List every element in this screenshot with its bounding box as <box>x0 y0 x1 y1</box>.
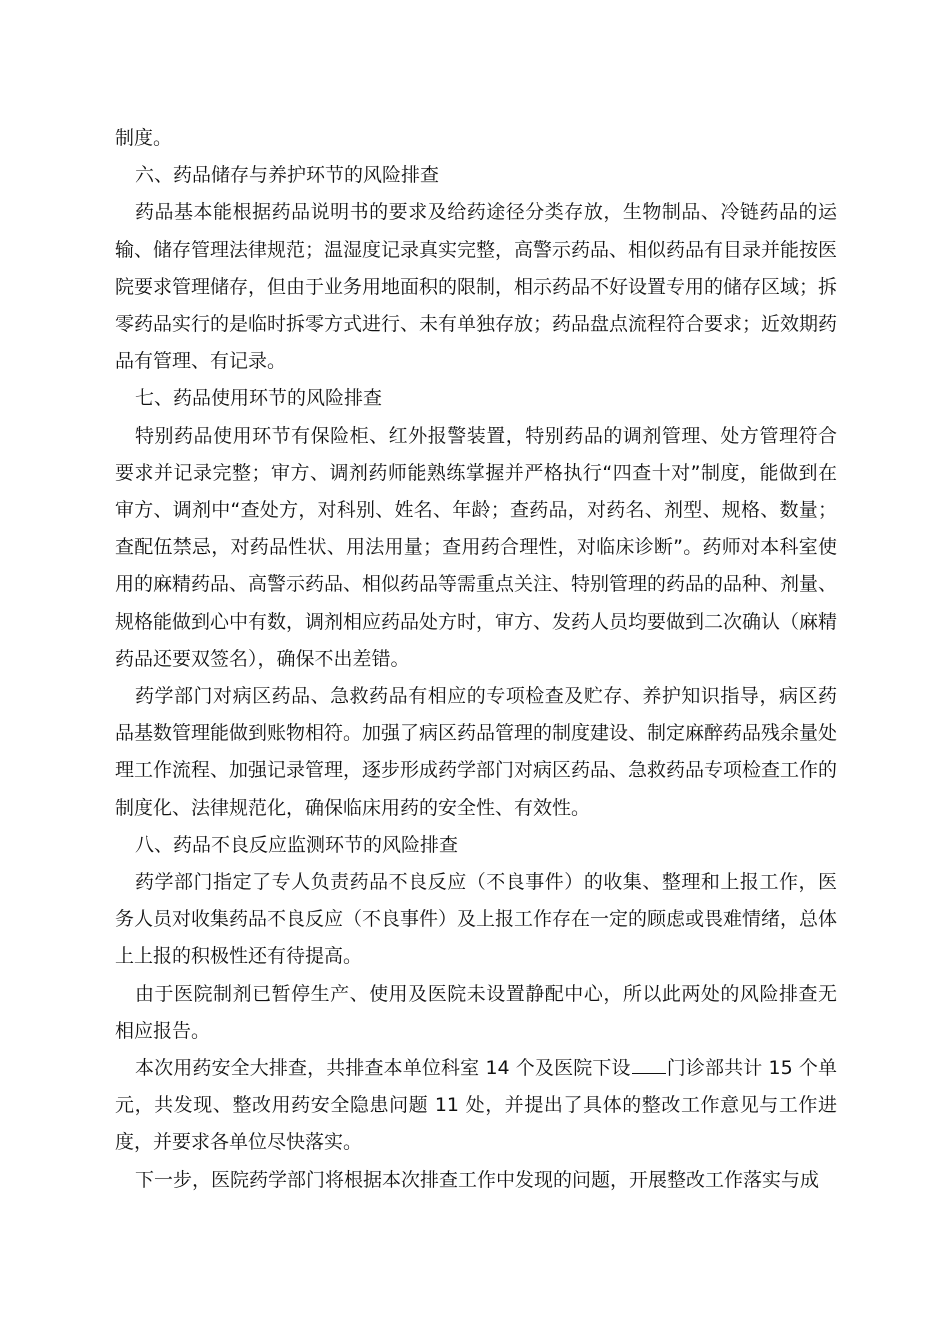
paragraph-next-step: 下一步，医院药学部门将根据本次排查工作中发现的问题，开展整改工作落实与成 <box>135 1168 820 1191</box>
section-heading-8: 八、药品不良反应监测环节的风险排查 <box>135 833 459 856</box>
paragraph-ward-drugs: 药学部门对病区药品、急救药品有相应的专项检查及贮存、养护知识指导，病区药品基数管理能做到账物相符。加强了病区药品管理的制度建设、制定麻醉药品残余量处理工作流程、加强记录管理，逐步形成药学部门对病区药品、急救药品专项检查工作的制度化、法律规范化，确保临床用药的安全性、有效性。 <box>115 685 838 819</box>
section-heading-7: 七、药品使用环节的风险排查 <box>135 387 383 410</box>
paragraph-summary <box>115 1050 837 1162</box>
paragraph-continuation: 制度。 <box>115 127 173 149</box>
document-page <box>115 120 837 1199</box>
summary-text-after: 门诊部共计 15 个单元，共发现、整改用药安全隐患问题 11 处，并提出了具体的整改工作意见与工作进度，并要求各单位尽快落实。 <box>115 1057 837 1154</box>
paragraph-adverse-reaction: 药学部门指定了专人负责药品不良反应（不良事件）的收集、整理和上报工作，医务人员对收集药品不良反应（不良事件）及上报工作存在一定的顾虑或畏难情绪，总体上上报的积极性还有待提高。 <box>115 871 838 968</box>
paragraph-usage: 特别药品使用环节有保险柜、红外报警装置，特别药品的调剂管理、处方管理符合要求并记录完整；审方、调剂药师能熟练掌握并严格执行“四查十对”制度，能做到在审方、调剂中“查处方，对科别、姓名、年龄；查药品，对药名、剂型、规格、数量；查配伍禁忌，对药品性状、用法用量；查用药合理性，对临床诊断”。药师对本科室使用的麻精药品、高警示药品、相似药品等需重点关注、特别管理的药品的品种、剂量、规格能做到心中有数，调剂相应药品处方时，审方、发药人员均要做到二次确认（麻精药品还要双签名），确保不出差错。 <box>115 424 838 670</box>
fill-in-blank <box>632 1072 666 1074</box>
section-heading-6: 六、药品储存与养护环节的风险排查 <box>135 164 440 187</box>
paragraph-storage: 药品基本能根据药品说明书的要求及给药途径分类存放，生物制品、冷链药品的运输、储存管理法律规范；温湿度记录真实完整，高警示药品、相似药品有目录并能按医院要求管理储存，但由于业务用地面积的限制，相示药品不好设置专用的储存区域；拆零药品实行的是临时拆零方式进行、未有单独存放；药品盘点流程符合要求；近效期药品有管理、有记录。 <box>115 201 838 373</box>
paragraph-no-report: 由于医院制剂已暂停生产、使用及医院未设置静配中心，所以此两处的风险排查无相应报告。 <box>115 982 837 1042</box>
summary-text-before: 本次用药安全大排查，共排查本单位科室 14 个及医院下设 <box>135 1057 631 1080</box>
